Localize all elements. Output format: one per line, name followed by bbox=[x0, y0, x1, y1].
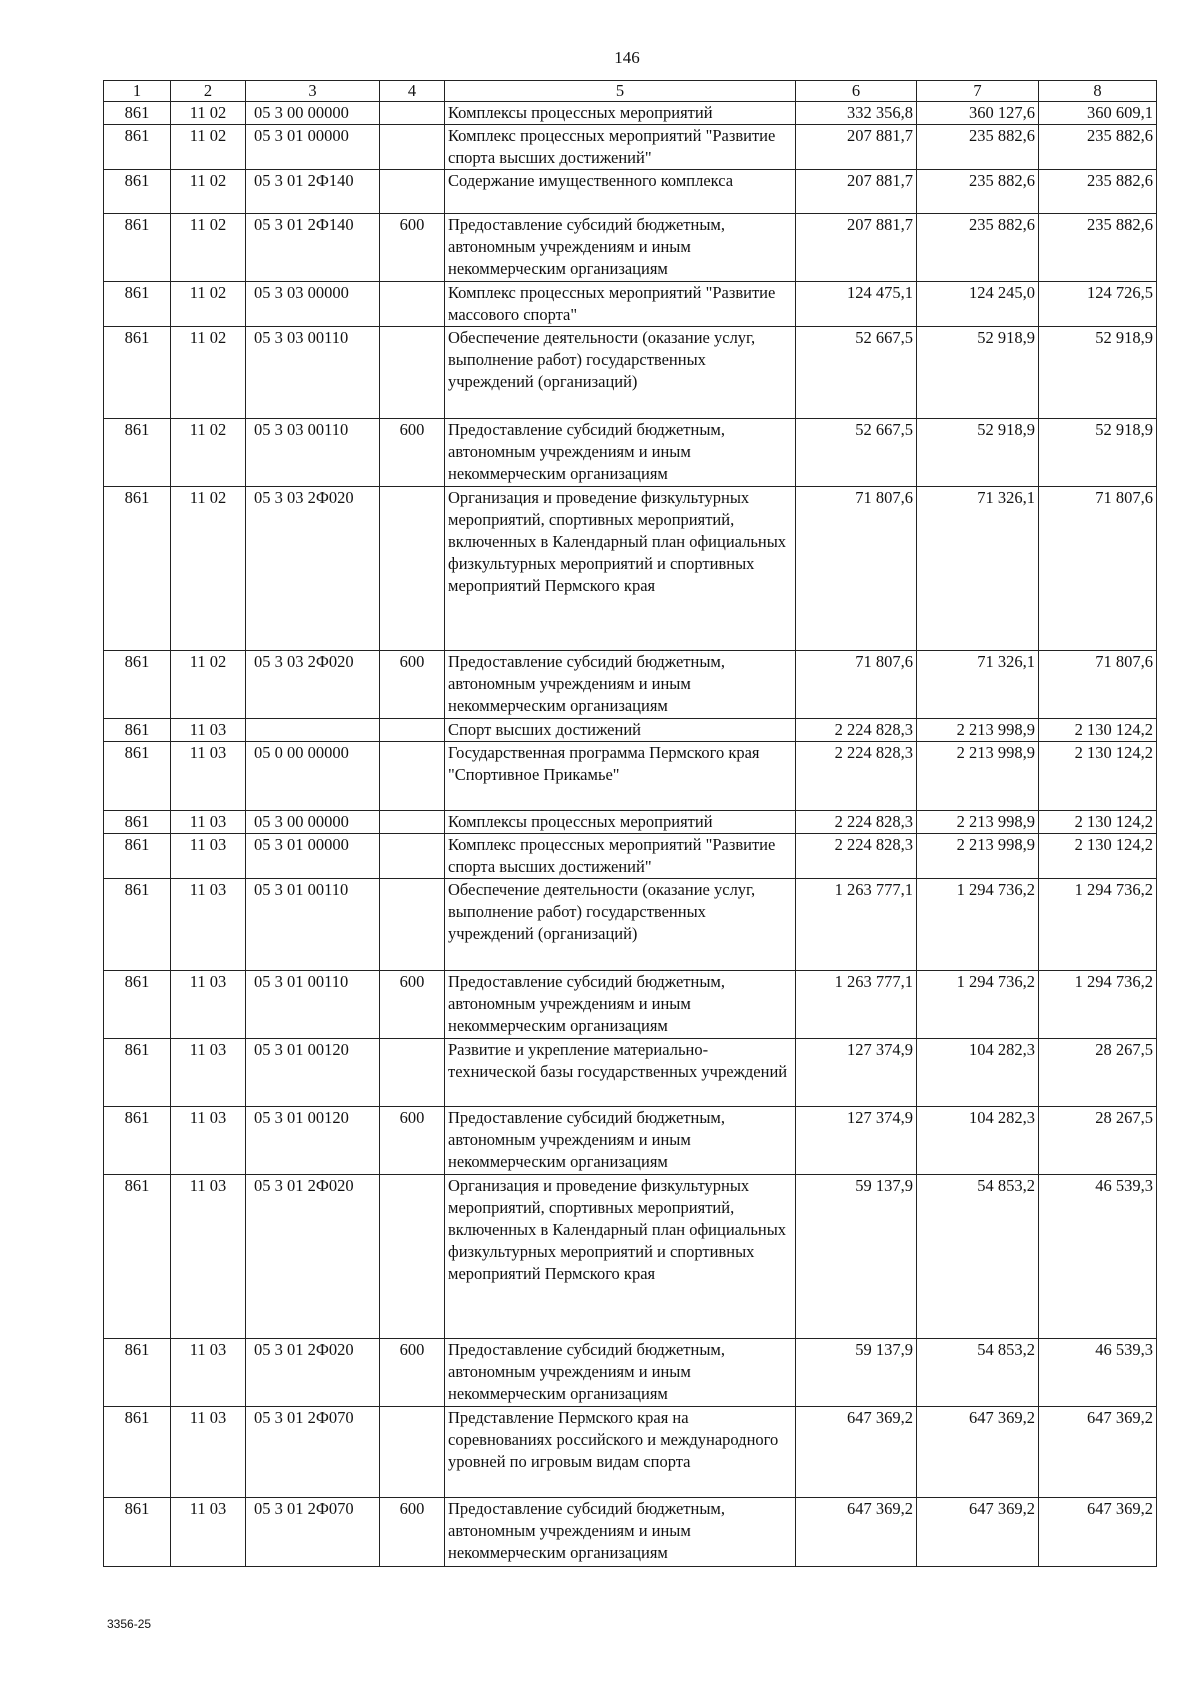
column-header: 7 bbox=[917, 81, 1039, 102]
cell-expense-type: 600 bbox=[380, 1339, 445, 1407]
cell-amount-year3: 235 882,6 bbox=[1039, 214, 1157, 282]
cell-section: 11 03 bbox=[171, 811, 246, 834]
cell-expense-type bbox=[380, 742, 445, 811]
cell-administrator: 861 bbox=[104, 214, 171, 282]
cell-amount-year3: 1 294 736,2 bbox=[1039, 971, 1157, 1039]
cell-amount-year2: 1 294 736,2 bbox=[917, 971, 1039, 1039]
table-row bbox=[104, 742, 1157, 811]
column-header: 6 bbox=[796, 81, 917, 102]
cell-administrator: 861 bbox=[104, 1039, 171, 1107]
cell-section: 11 02 bbox=[171, 102, 246, 125]
cell-section: 11 03 bbox=[171, 879, 246, 971]
column-header: 2 bbox=[171, 81, 246, 102]
cell-description: Предоставление субсидий бюджетным, автономным учреждениям и иным некоммерческим организациям bbox=[445, 214, 796, 282]
table-row bbox=[104, 125, 1157, 170]
cell-administrator: 861 bbox=[104, 1107, 171, 1175]
cell-administrator: 861 bbox=[104, 651, 171, 719]
cell-expense-type bbox=[380, 170, 445, 214]
cell-expense-type bbox=[380, 879, 445, 971]
document-code: 3356-25 bbox=[107, 1617, 152, 1631]
cell-amount-year2: 647 369,2 bbox=[917, 1407, 1039, 1498]
cell-target-article: 05 3 01 00000 bbox=[246, 834, 380, 879]
cell-section: 11 03 bbox=[171, 1175, 246, 1339]
cell-description: Обеспечение деятельности (оказание услуг, выполнение работ) государственных учреждений (организаций) bbox=[445, 327, 796, 419]
table-row bbox=[104, 1407, 1157, 1498]
cell-amount-year3: 124 726,5 bbox=[1039, 282, 1157, 327]
cell-amount-year1: 207 881,7 bbox=[796, 170, 917, 214]
cell-administrator: 861 bbox=[104, 971, 171, 1039]
cell-amount-year2: 52 918,9 bbox=[917, 419, 1039, 487]
column-header: 1 bbox=[104, 81, 171, 102]
cell-section: 11 02 bbox=[171, 651, 246, 719]
cell-section: 11 02 bbox=[171, 419, 246, 487]
cell-administrator: 861 bbox=[104, 125, 171, 170]
cell-section: 11 03 bbox=[171, 719, 246, 742]
cell-target-article bbox=[246, 719, 380, 742]
cell-amount-year2: 2 213 998,9 bbox=[917, 719, 1039, 742]
cell-expense-type: 600 bbox=[380, 1107, 445, 1175]
cell-section: 11 02 bbox=[171, 327, 246, 419]
cell-amount-year2: 124 245,0 bbox=[917, 282, 1039, 327]
cell-amount-year1: 332 356,8 bbox=[796, 102, 917, 125]
table-row bbox=[104, 811, 1157, 834]
cell-target-article: 05 3 01 2Ф070 bbox=[246, 1407, 380, 1498]
cell-amount-year2: 235 882,6 bbox=[917, 214, 1039, 282]
cell-amount-year3: 28 267,5 bbox=[1039, 1107, 1157, 1175]
cell-expense-type bbox=[380, 834, 445, 879]
cell-administrator: 861 bbox=[104, 327, 171, 419]
cell-amount-year1: 59 137,9 bbox=[796, 1175, 917, 1339]
cell-amount-year2: 52 918,9 bbox=[917, 327, 1039, 419]
table-row bbox=[104, 879, 1157, 971]
cell-section: 11 02 bbox=[171, 125, 246, 170]
cell-expense-type: 600 bbox=[380, 651, 445, 719]
cell-section: 11 02 bbox=[171, 487, 246, 651]
cell-target-article: 05 3 03 00110 bbox=[246, 327, 380, 419]
cell-section: 11 02 bbox=[171, 214, 246, 282]
cell-administrator: 861 bbox=[104, 170, 171, 214]
table-row bbox=[104, 971, 1157, 1039]
table-body bbox=[104, 102, 1157, 1567]
cell-amount-year1: 207 881,7 bbox=[796, 214, 917, 282]
cell-description: Организация и проведение физкультурных мероприятий, спортивных мероприятий, включенных в Календарный план официальных физкультурных мероприятий и спортивных мероприятий Пермского края bbox=[445, 487, 796, 651]
table-row bbox=[104, 1498, 1157, 1567]
cell-expense-type bbox=[380, 102, 445, 125]
cell-section: 11 03 bbox=[171, 971, 246, 1039]
cell-administrator: 861 bbox=[104, 282, 171, 327]
cell-expense-type bbox=[380, 1407, 445, 1498]
cell-amount-year1: 1 263 777,1 bbox=[796, 879, 917, 971]
cell-amount-year1: 71 807,6 bbox=[796, 651, 917, 719]
cell-description: Комплекс процессных мероприятий "Развитие спорта высших достижений" bbox=[445, 834, 796, 879]
cell-administrator: 861 bbox=[104, 719, 171, 742]
table-row bbox=[104, 719, 1157, 742]
cell-target-article: 05 3 01 00120 bbox=[246, 1039, 380, 1107]
cell-amount-year3: 46 539,3 bbox=[1039, 1175, 1157, 1339]
cell-amount-year3: 235 882,6 bbox=[1039, 125, 1157, 170]
cell-target-article: 05 3 03 00110 bbox=[246, 419, 380, 487]
cell-amount-year3: 2 130 124,2 bbox=[1039, 719, 1157, 742]
cell-description: Содержание имущественного комплекса bbox=[445, 170, 796, 214]
cell-description: Организация и проведение физкультурных мероприятий, спортивных мероприятий, включенных в Календарный план официальных физкультурных мероприятий и спортивных мероприятий Пермского края bbox=[445, 1175, 796, 1339]
cell-amount-year3: 46 539,3 bbox=[1039, 1339, 1157, 1407]
cell-amount-year3: 71 807,6 bbox=[1039, 487, 1157, 651]
cell-expense-type bbox=[380, 1175, 445, 1339]
cell-target-article: 05 0 00 00000 bbox=[246, 742, 380, 811]
budget-table bbox=[103, 80, 1157, 1567]
cell-target-article: 05 3 03 00000 bbox=[246, 282, 380, 327]
cell-section: 11 02 bbox=[171, 282, 246, 327]
cell-amount-year1: 2 224 828,3 bbox=[796, 834, 917, 879]
cell-amount-year2: 104 282,3 bbox=[917, 1039, 1039, 1107]
cell-description: Представление Пермского края на соревнованиях российского и международного уровней по игровым видам спорта bbox=[445, 1407, 796, 1498]
cell-amount-year1: 2 224 828,3 bbox=[796, 719, 917, 742]
cell-amount-year3: 647 369,2 bbox=[1039, 1407, 1157, 1498]
cell-description: Развитие и укрепление материально-технической базы государственных учреждений bbox=[445, 1039, 796, 1107]
cell-amount-year3: 360 609,1 bbox=[1039, 102, 1157, 125]
cell-expense-type bbox=[380, 811, 445, 834]
cell-amount-year3: 52 918,9 bbox=[1039, 419, 1157, 487]
cell-description: Комплекс процессных мероприятий "Развитие спорта высших достижений" bbox=[445, 125, 796, 170]
cell-administrator: 861 bbox=[104, 834, 171, 879]
cell-expense-type bbox=[380, 719, 445, 742]
cell-amount-year1: 59 137,9 bbox=[796, 1339, 917, 1407]
cell-amount-year1: 71 807,6 bbox=[796, 487, 917, 651]
cell-amount-year1: 647 369,2 bbox=[796, 1407, 917, 1498]
table-row bbox=[104, 1339, 1157, 1407]
cell-section: 11 03 bbox=[171, 834, 246, 879]
cell-amount-year2: 235 882,6 bbox=[917, 125, 1039, 170]
column-header: 5 bbox=[445, 81, 796, 102]
cell-description: Предоставление субсидий бюджетным, автономным учреждениям и иным некоммерческим организациям bbox=[445, 1339, 796, 1407]
cell-expense-type: 600 bbox=[380, 1498, 445, 1567]
cell-expense-type bbox=[380, 1039, 445, 1107]
cell-administrator: 861 bbox=[104, 419, 171, 487]
page-number: 146 bbox=[614, 48, 640, 67]
cell-amount-year1: 127 374,9 bbox=[796, 1107, 917, 1175]
table-row bbox=[104, 834, 1157, 879]
table-row bbox=[104, 487, 1157, 651]
table-row bbox=[104, 327, 1157, 419]
cell-target-article: 05 3 03 2Ф020 bbox=[246, 487, 380, 651]
cell-target-article: 05 3 01 00110 bbox=[246, 971, 380, 1039]
cell-description: Предоставление субсидий бюджетным, автономным учреждениям и иным некоммерческим организациям bbox=[445, 1107, 796, 1175]
cell-amount-year3: 71 807,6 bbox=[1039, 651, 1157, 719]
cell-description: Предоставление субсидий бюджетным, автономным учреждениям и иным некоммерческим организациям bbox=[445, 1498, 796, 1567]
cell-amount-year2: 2 213 998,9 bbox=[917, 742, 1039, 811]
cell-target-article: 05 3 03 2Ф020 bbox=[246, 651, 380, 719]
cell-target-article: 05 3 01 00000 bbox=[246, 125, 380, 170]
cell-expense-type bbox=[380, 327, 445, 419]
cell-section: 11 03 bbox=[171, 742, 246, 811]
table-row bbox=[104, 419, 1157, 487]
cell-amount-year3: 2 130 124,2 bbox=[1039, 742, 1157, 811]
cell-expense-type bbox=[380, 125, 445, 170]
cell-description: Комплексы процессных мероприятий bbox=[445, 102, 796, 125]
cell-expense-type: 600 bbox=[380, 971, 445, 1039]
cell-target-article: 05 3 01 2Ф020 bbox=[246, 1175, 380, 1339]
cell-expense-type bbox=[380, 282, 445, 327]
cell-administrator: 861 bbox=[104, 811, 171, 834]
cell-administrator: 861 bbox=[104, 1498, 171, 1567]
cell-amount-year2: 104 282,3 bbox=[917, 1107, 1039, 1175]
cell-amount-year1: 2 224 828,3 bbox=[796, 742, 917, 811]
cell-amount-year2: 2 213 998,9 bbox=[917, 811, 1039, 834]
cell-amount-year3: 2 130 124,2 bbox=[1039, 811, 1157, 834]
cell-target-article: 05 3 00 00000 bbox=[246, 811, 380, 834]
cell-amount-year1: 2 224 828,3 bbox=[796, 811, 917, 834]
cell-amount-year3: 1 294 736,2 bbox=[1039, 879, 1157, 971]
cell-amount-year2: 360 127,6 bbox=[917, 102, 1039, 125]
cell-amount-year1: 52 667,5 bbox=[796, 419, 917, 487]
cell-amount-year2: 1 294 736,2 bbox=[917, 879, 1039, 971]
table-row bbox=[104, 1107, 1157, 1175]
table-row bbox=[104, 170, 1157, 214]
cell-section: 11 03 bbox=[171, 1339, 246, 1407]
cell-amount-year1: 1 263 777,1 bbox=[796, 971, 917, 1039]
header-row bbox=[104, 81, 1157, 102]
column-header: 8 bbox=[1039, 81, 1157, 102]
cell-administrator: 861 bbox=[104, 102, 171, 125]
table-row bbox=[104, 1039, 1157, 1107]
cell-expense-type bbox=[380, 487, 445, 651]
cell-description: Комплексы процессных мероприятий bbox=[445, 811, 796, 834]
cell-amount-year2: 647 369,2 bbox=[917, 1498, 1039, 1567]
cell-amount-year1: 127 374,9 bbox=[796, 1039, 917, 1107]
column-header: 4 bbox=[380, 81, 445, 102]
cell-section: 11 03 bbox=[171, 1407, 246, 1498]
cell-amount-year3: 235 882,6 bbox=[1039, 170, 1157, 214]
cell-description: Государственная программа Пермского края "Спортивное Прикамье" bbox=[445, 742, 796, 811]
cell-target-article: 05 3 01 2Ф140 bbox=[246, 214, 380, 282]
table-row bbox=[104, 1175, 1157, 1339]
table-row bbox=[104, 651, 1157, 719]
cell-amount-year3: 2 130 124,2 bbox=[1039, 834, 1157, 879]
cell-description: Предоставление субсидий бюджетным, автономным учреждениям и иным некоммерческим организациям bbox=[445, 971, 796, 1039]
cell-amount-year2: 54 853,2 bbox=[917, 1339, 1039, 1407]
cell-administrator: 861 bbox=[104, 1175, 171, 1339]
column-header: 3 bbox=[246, 81, 380, 102]
cell-description: Спорт высших достижений bbox=[445, 719, 796, 742]
cell-administrator: 861 bbox=[104, 1407, 171, 1498]
cell-amount-year2: 2 213 998,9 bbox=[917, 834, 1039, 879]
cell-administrator: 861 bbox=[104, 879, 171, 971]
cell-description: Комплекс процессных мероприятий "Развитие массового спорта" bbox=[445, 282, 796, 327]
cell-section: 11 03 bbox=[171, 1498, 246, 1567]
cell-amount-year1: 207 881,7 bbox=[796, 125, 917, 170]
cell-amount-year2: 54 853,2 bbox=[917, 1175, 1039, 1339]
table-row bbox=[104, 102, 1157, 125]
cell-amount-year1: 124 475,1 bbox=[796, 282, 917, 327]
cell-administrator: 861 bbox=[104, 742, 171, 811]
cell-description: Обеспечение деятельности (оказание услуг, выполнение работ) государственных учреждений (организаций) bbox=[445, 879, 796, 971]
cell-amount-year3: 647 369,2 bbox=[1039, 1498, 1157, 1567]
cell-expense-type: 600 bbox=[380, 419, 445, 487]
cell-amount-year2: 235 882,6 bbox=[917, 170, 1039, 214]
cell-amount-year3: 52 918,9 bbox=[1039, 327, 1157, 419]
cell-description: Предоставление субсидий бюджетным, автономным учреждениям и иным некоммерческим организациям bbox=[445, 651, 796, 719]
cell-section: 11 03 bbox=[171, 1107, 246, 1175]
cell-expense-type: 600 bbox=[380, 214, 445, 282]
cell-amount-year3: 28 267,5 bbox=[1039, 1039, 1157, 1107]
cell-target-article: 05 3 01 2Ф140 bbox=[246, 170, 380, 214]
cell-target-article: 05 3 01 2Ф020 bbox=[246, 1339, 380, 1407]
cell-target-article: 05 3 01 00120 bbox=[246, 1107, 380, 1175]
cell-target-article: 05 3 01 00110 bbox=[246, 879, 380, 971]
cell-amount-year1: 52 667,5 bbox=[796, 327, 917, 419]
cell-section: 11 02 bbox=[171, 170, 246, 214]
cell-amount-year2: 71 326,1 bbox=[917, 487, 1039, 651]
cell-description: Предоставление субсидий бюджетным, автономным учреждениям и иным некоммерческим организациям bbox=[445, 419, 796, 487]
cell-section: 11 03 bbox=[171, 1039, 246, 1107]
table-row bbox=[104, 282, 1157, 327]
table-row bbox=[104, 214, 1157, 282]
cell-target-article: 05 3 00 00000 bbox=[246, 102, 380, 125]
cell-administrator: 861 bbox=[104, 487, 171, 651]
cell-administrator: 861 bbox=[104, 1339, 171, 1407]
cell-amount-year1: 647 369,2 bbox=[796, 1498, 917, 1567]
cell-amount-year2: 71 326,1 bbox=[917, 651, 1039, 719]
cell-target-article: 05 3 01 2Ф070 bbox=[246, 1498, 380, 1567]
